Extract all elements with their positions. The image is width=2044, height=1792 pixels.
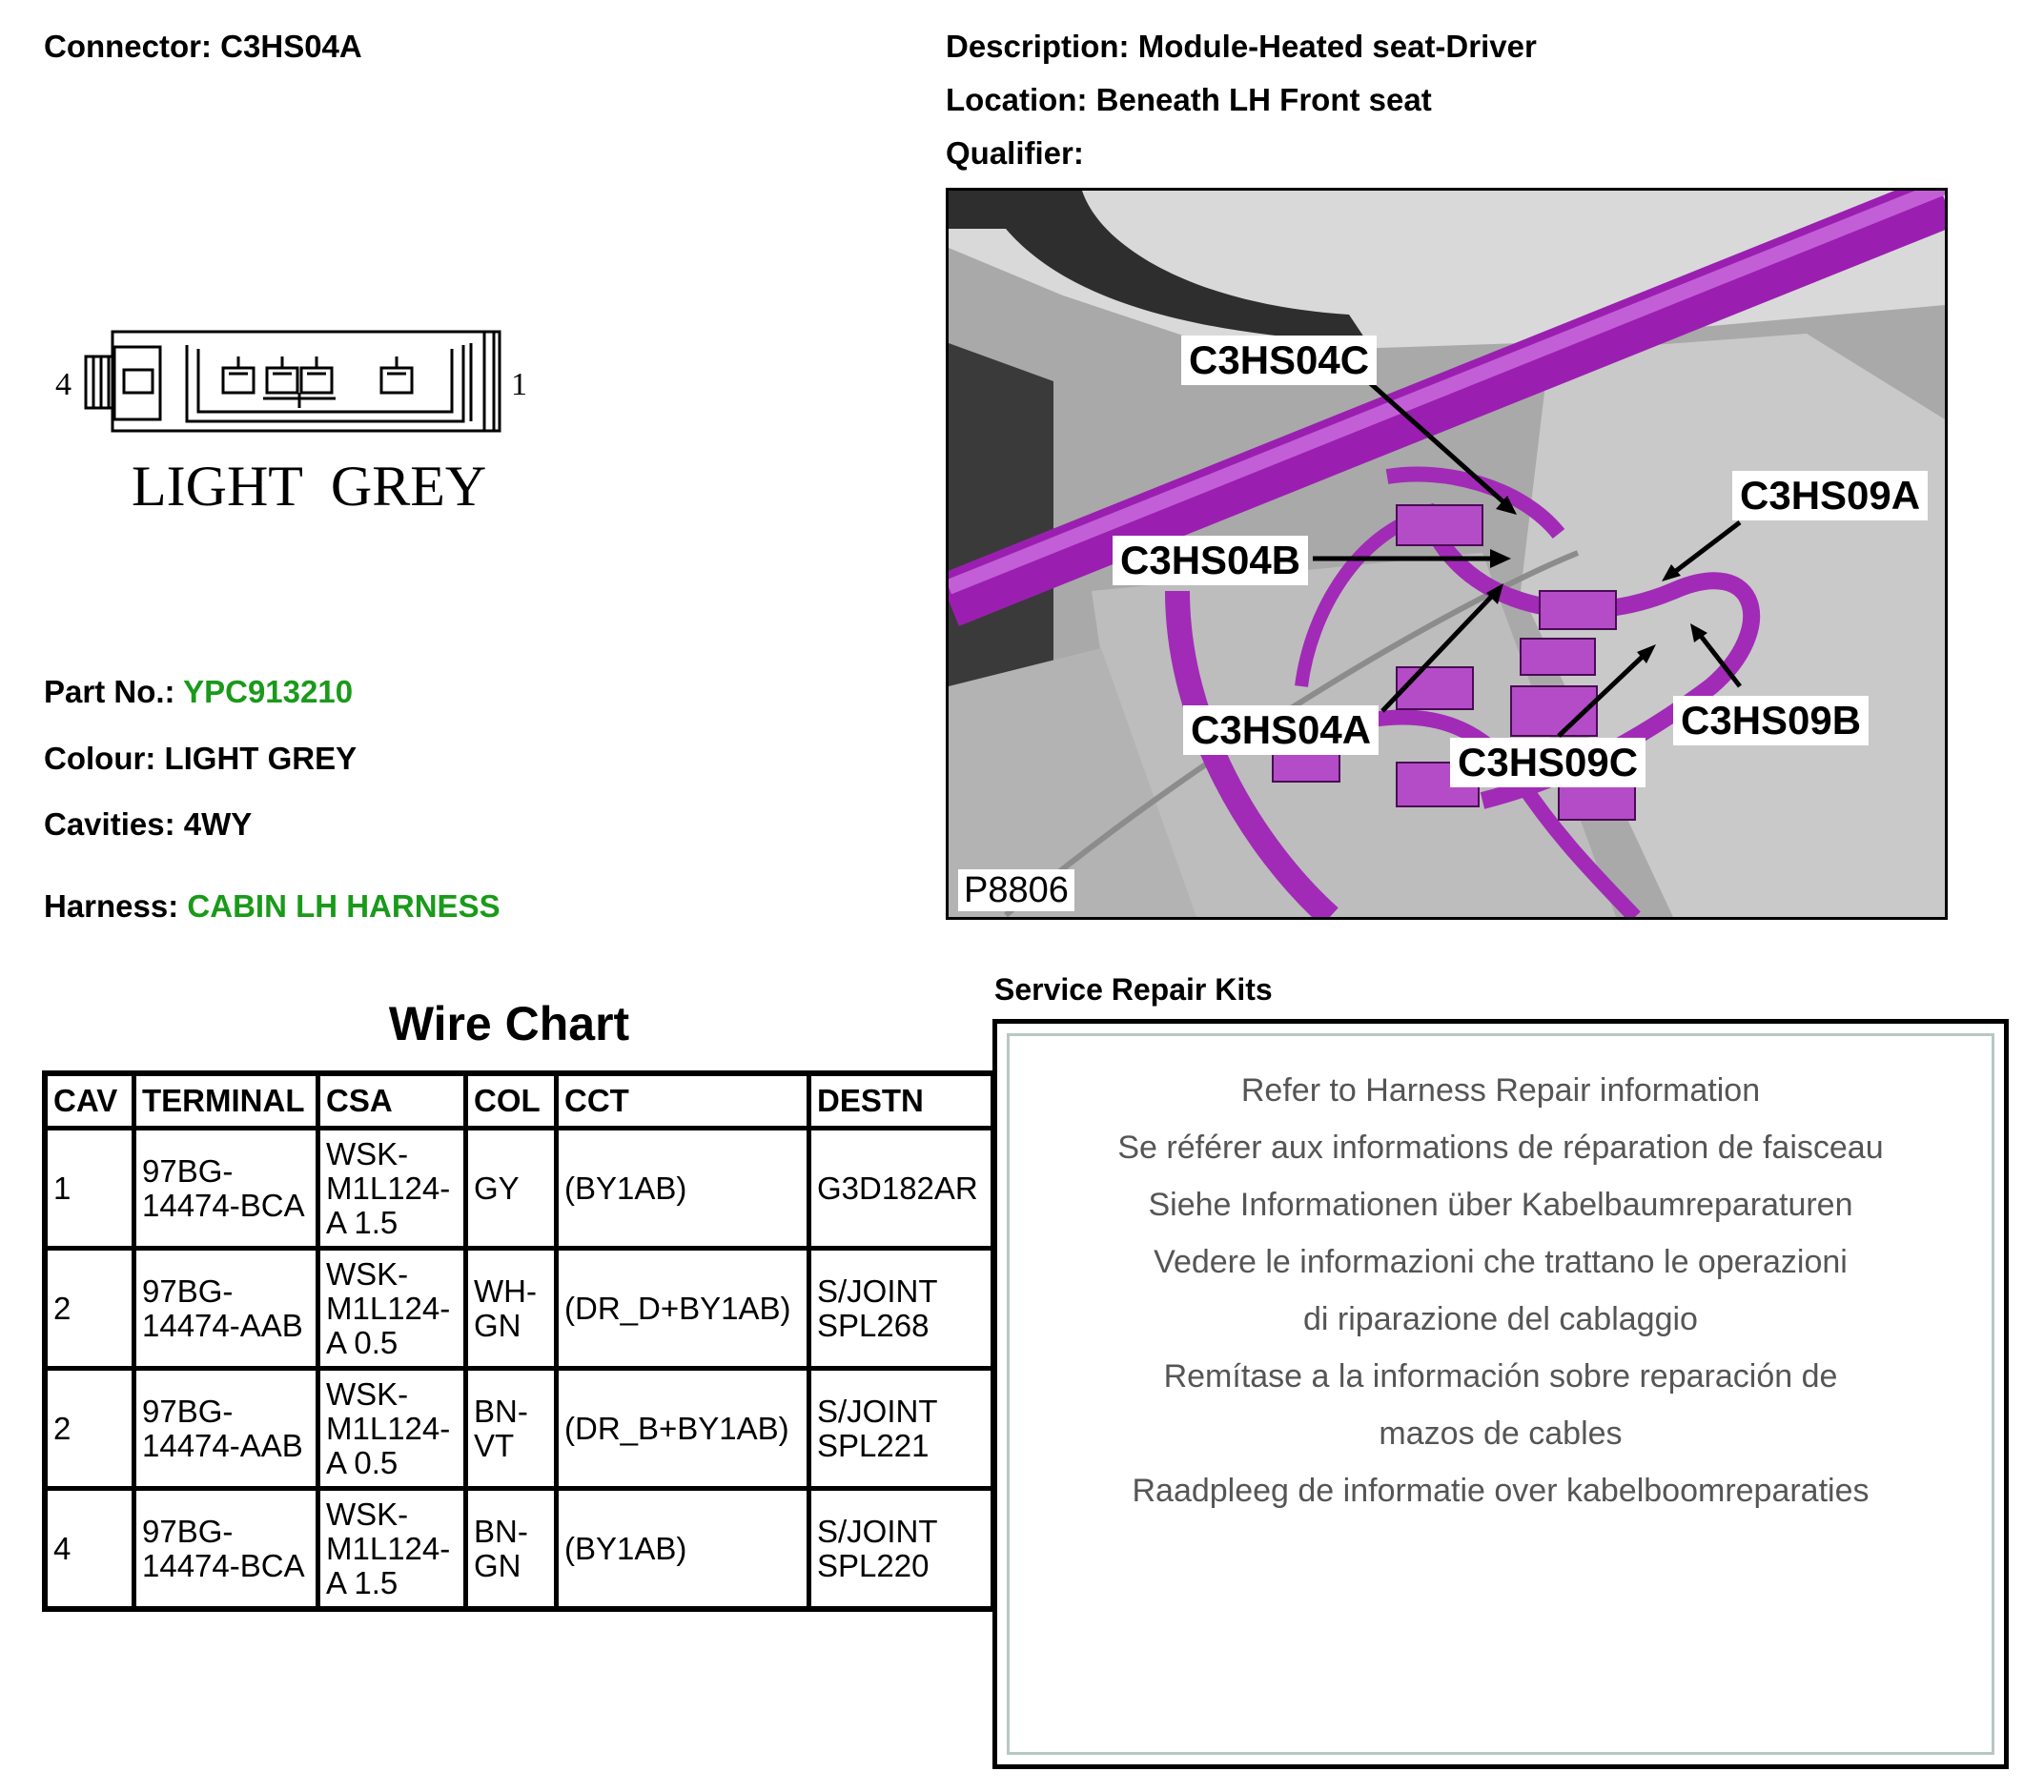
callout-c3hs04c: C3HS04C xyxy=(1181,336,1377,385)
wire-chart-table xyxy=(42,1070,996,1612)
service-kits-inner xyxy=(1007,1033,1994,1755)
service-kit-line: Vedere le informazioni che trattano le operazioni xyxy=(1154,1244,1848,1280)
cell-line: 97BG- xyxy=(142,1152,234,1189)
pin-1-label: 1 xyxy=(511,367,527,402)
cell-line: S/JOINT xyxy=(817,1273,938,1309)
cell-cct xyxy=(557,1369,809,1489)
cell-line: A 1.5 xyxy=(326,1204,399,1240)
cell-terminal xyxy=(134,1369,318,1489)
col-header-cav: CAV xyxy=(45,1073,134,1129)
cell-text: 2 xyxy=(53,1290,72,1326)
location-label: Location: xyxy=(946,82,1088,117)
service-kit-line: Remítase a la información sobre reparación de xyxy=(1163,1358,1838,1395)
connector-value: C3HS04A xyxy=(220,29,362,64)
cell-line: WH- xyxy=(474,1273,537,1309)
connector-colour-text: LIGHT GREY xyxy=(132,455,487,518)
callout-c3hs09c: C3HS09C xyxy=(1450,738,1645,787)
col-header-terminal: TERMINAL xyxy=(134,1073,318,1129)
cell-line: G3D182AR xyxy=(817,1170,978,1206)
cell-cav xyxy=(45,1129,134,1249)
cell-terminal xyxy=(134,1249,318,1369)
cell-line: S/JOINT xyxy=(817,1513,938,1549)
cell-text: 4 xyxy=(53,1530,72,1566)
cell-line: 97BG- xyxy=(142,1273,234,1309)
cell-text: (BY1AB) xyxy=(564,1530,687,1566)
description-value: Module-Heated seat-Driver xyxy=(1137,29,1537,64)
cell-cct xyxy=(557,1489,809,1610)
qualifier-label: Qualifier: xyxy=(946,135,1084,171)
connector-label: Connector: xyxy=(44,29,212,64)
colour-value: LIGHT GREY xyxy=(164,741,358,776)
cell-line: WSK- xyxy=(326,1375,409,1412)
service-kit-line: Refer to Harness Repair information xyxy=(1240,1072,1761,1109)
cell-text: 1 xyxy=(53,1170,72,1206)
description-label: Description: xyxy=(946,29,1130,64)
cavities-field xyxy=(44,806,252,843)
cell-col xyxy=(466,1249,557,1369)
cell-line: GN xyxy=(474,1307,521,1343)
cell-line: BN- xyxy=(474,1393,528,1429)
cell-line: GY xyxy=(474,1170,520,1206)
service-kit-line: di riparazione del cablaggio xyxy=(1303,1301,1698,1337)
cell-col xyxy=(466,1129,557,1249)
connector-face-diagram xyxy=(46,315,542,524)
cell-line: 14474-AAB xyxy=(142,1307,303,1343)
cell-text: 2 xyxy=(53,1410,72,1446)
cavities-label: Cavities: xyxy=(44,806,175,842)
cell-line: A 1.5 xyxy=(326,1564,399,1600)
cell-cct xyxy=(557,1249,809,1369)
table-row xyxy=(45,1489,993,1610)
cell-line: SPL220 xyxy=(817,1547,930,1583)
cell-line: 14474-BCA xyxy=(142,1187,305,1223)
wire-chart-title: Wire Chart xyxy=(388,997,630,1050)
cell-csa xyxy=(318,1249,466,1369)
part-number-label: Part No.: xyxy=(44,674,175,709)
col-header-cct: CCT xyxy=(557,1073,809,1129)
service-kit-line: Se référer aux informations de réparation de faisceau xyxy=(1117,1130,1884,1166)
cell-line: WSK- xyxy=(326,1135,409,1171)
location-photo xyxy=(946,188,1948,920)
cell-line: 14474-AAB xyxy=(142,1427,303,1463)
cell-line: A 0.5 xyxy=(326,1444,399,1480)
callout-c3hs09b: C3HS09B xyxy=(1673,696,1869,745)
service-kit-line: Raadpleeg de informatie over kabelboomreparaties xyxy=(1132,1473,1870,1509)
wire-chart-body xyxy=(45,1129,993,1610)
cell-cav xyxy=(45,1489,134,1610)
cell-terminal xyxy=(134,1489,318,1610)
cell-cav xyxy=(45,1369,134,1489)
callout-c3hs09a: C3HS09A xyxy=(1732,471,1928,520)
part-number-link[interactable]: YPC913210 xyxy=(183,674,354,709)
col-header-csa: CSA xyxy=(318,1073,466,1129)
callout-c3hs04a: C3HS04A xyxy=(1183,705,1379,755)
location-photo-illustration xyxy=(949,191,1945,917)
cavities-value: 4WY xyxy=(183,806,253,842)
col-header-col: COL xyxy=(466,1073,557,1129)
cell-destn xyxy=(809,1249,994,1369)
cell-csa xyxy=(318,1369,466,1489)
service-kit-line: Siehe Informationen über Kabelbaumreparaturen xyxy=(1148,1187,1853,1223)
cell-csa xyxy=(318,1489,466,1610)
wire-chart-header-row xyxy=(45,1073,993,1129)
connector-field xyxy=(44,29,362,65)
harness-label: Harness: xyxy=(44,888,179,924)
cell-line: VT xyxy=(474,1427,515,1463)
harness-field xyxy=(44,888,501,925)
cell-text: (BY1AB) xyxy=(564,1170,687,1206)
cell-col xyxy=(466,1369,557,1489)
cell-col xyxy=(466,1489,557,1610)
cell-line: M1L124- xyxy=(326,1410,451,1446)
part-number-field xyxy=(44,674,353,710)
callout-c3hs04b: C3HS04B xyxy=(1113,536,1308,585)
table-row xyxy=(45,1369,993,1489)
cell-destn xyxy=(809,1369,994,1489)
table-row xyxy=(45,1249,993,1369)
pin-4-label: 4 xyxy=(55,367,72,402)
cell-cct xyxy=(557,1129,809,1249)
cell-text: (DR_D+BY1AB) xyxy=(564,1290,791,1326)
cell-line: WSK- xyxy=(326,1496,409,1532)
cell-destn xyxy=(809,1489,994,1610)
cell-cav xyxy=(45,1249,134,1369)
cell-line: WSK- xyxy=(326,1255,409,1292)
location-field xyxy=(946,82,1432,118)
cell-destn xyxy=(809,1129,994,1249)
colour-label: Colour: xyxy=(44,741,156,776)
colour-field xyxy=(44,741,357,777)
cell-line: M1L124- xyxy=(326,1170,451,1206)
service-kits-box xyxy=(992,1019,2009,1769)
cell-line: 14474-BCA xyxy=(142,1547,305,1583)
location-value: Beneath LH Front seat xyxy=(1095,82,1432,117)
cell-line: BN- xyxy=(474,1513,528,1549)
cell-line: A 0.5 xyxy=(326,1324,399,1360)
photo-id-label: P8806 xyxy=(958,869,1074,911)
cell-line: M1L124- xyxy=(326,1530,451,1566)
col-header-destn: DESTN xyxy=(809,1073,994,1129)
cell-csa xyxy=(318,1129,466,1249)
cell-line: 97BG- xyxy=(142,1513,234,1549)
description-field xyxy=(946,29,1537,65)
service-kits-title: Service Repair Kits xyxy=(994,972,1273,1007)
cell-line: SPL268 xyxy=(817,1307,930,1343)
cell-terminal xyxy=(134,1129,318,1249)
cell-line: GN xyxy=(474,1547,521,1583)
service-kit-line: mazos de cables xyxy=(1379,1415,1623,1452)
harness-link[interactable]: CABIN LH HARNESS xyxy=(187,888,501,924)
cell-text: (DR_B+BY1AB) xyxy=(564,1410,789,1446)
table-row xyxy=(45,1129,993,1249)
cell-line: 97BG- xyxy=(142,1393,234,1429)
cell-line: M1L124- xyxy=(326,1290,451,1326)
cell-line: S/JOINT xyxy=(817,1393,938,1429)
cell-line: SPL221 xyxy=(817,1427,930,1463)
